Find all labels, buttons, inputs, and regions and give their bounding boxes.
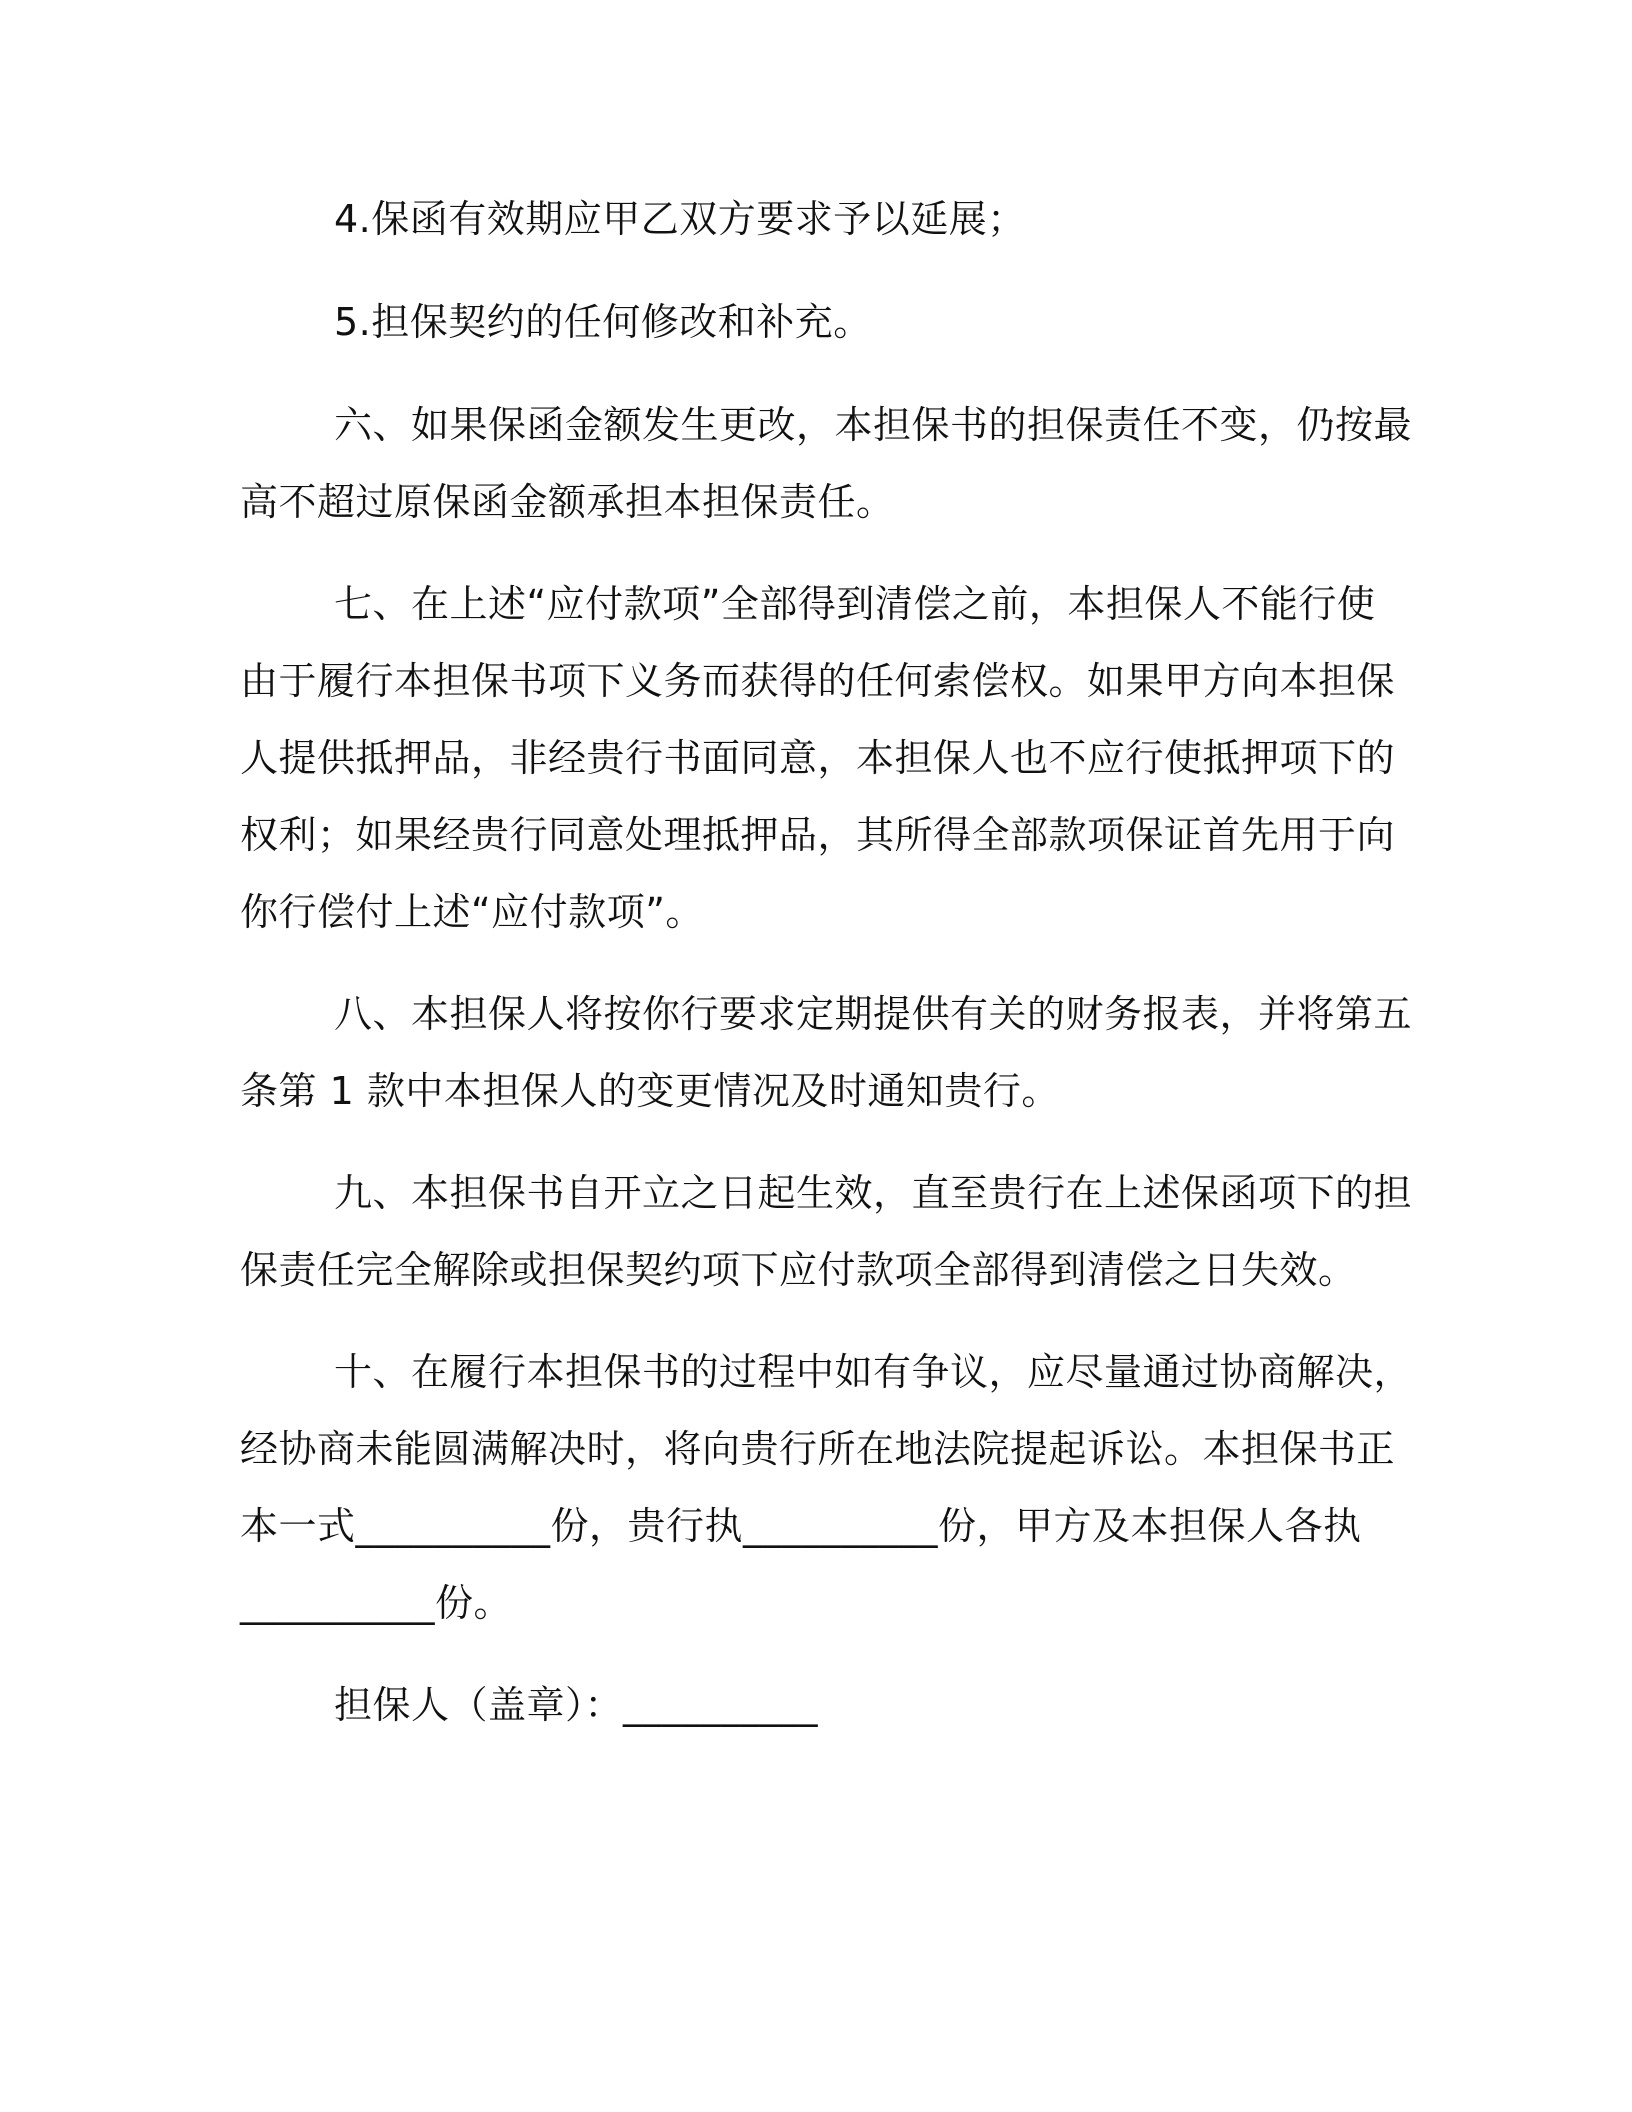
- article-10-line-3: 本一式__________份，贵行执__________份，甲方及本担保人各执: [240, 1504, 1362, 1548]
- clause-5-line: 5.担保契约的任何修改和补充。: [334, 300, 872, 344]
- article-8-line-1: 八、本担保人将按你行要求定期提供有关的财务报表，并将第五: [334, 992, 1413, 1036]
- article-10-line-2: 经协商未能圆满解决时，将向贵行所在地法院提起诉讼。本担保书正: [240, 1427, 1396, 1471]
- guarantor-seal-line: 担保人（盖章）：__________: [334, 1683, 819, 1727]
- article-7-line-5: 你行偿付上述“应付款项”。: [240, 890, 704, 934]
- clause-4-line: 4.保函有效期应甲乙双方要求予以延展；: [334, 197, 1026, 241]
- article-6-line-2: 高不超过原保函金额承担本担保责任。: [240, 480, 895, 524]
- article-7-line-4: 权利；如果经贵行同意处理抵押品，其所得全部款项保证首先用于向: [240, 813, 1396, 857]
- article-7-line-2: 由于履行本担保书项下义务而获得的任何索偿权。如果甲方向本担保: [240, 659, 1396, 703]
- article-9-line-2: 保责任完全解除或担保契约项下应付款项全部得到清偿之日失效。: [240, 1248, 1357, 1292]
- article-10-line-1: 十、在履行本担保书的过程中如有争议，应尽量通过协商解决，: [334, 1350, 1413, 1394]
- article-10-line-4: __________份。: [240, 1581, 513, 1625]
- article-7-line-1: 七、在上述“应付款项”全部得到清偿之前，本担保人不能行使: [334, 582, 1376, 626]
- article-9-line-1: 九、本担保书自开立之日起生效，直至贵行在上述保函项下的担: [334, 1171, 1413, 1215]
- article-7-line-3: 人提供抵押品，非经贵行书面同意，本担保人也不应行使抵押项下的: [240, 736, 1396, 780]
- article-6-line-1: 六、如果保函金额发生更改，本担保书的担保责任不变，仍按最: [334, 403, 1413, 447]
- article-8-line-2: 条第 1 款中本担保人的变更情况及时通知贵行。: [240, 1069, 1060, 1113]
